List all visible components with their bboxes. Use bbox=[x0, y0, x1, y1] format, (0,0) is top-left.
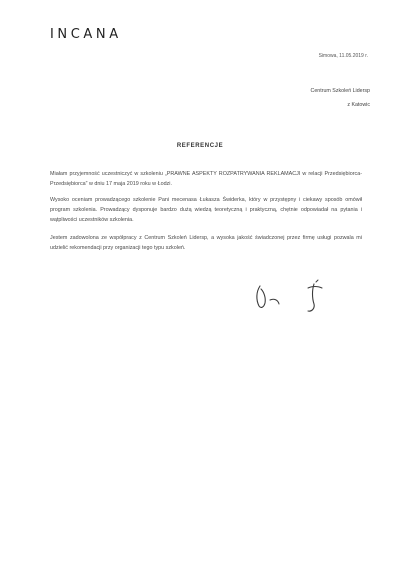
recipient-name: Centrum Szkoleń Lidersp bbox=[310, 88, 370, 94]
body-paragraph: Jestem zadowolona ze współpracy z Centrum Szkoleń Lidersp, a wysoka jakość świadczonej przez firmę usługi pozwala mi udzielić rekomendacji przy organizacji tego typu szkoleń. bbox=[50, 235, 362, 251]
place-and-date: Simowa, 11.05.2019 r. bbox=[318, 53, 368, 59]
recipient-block bbox=[311, 85, 370, 111]
body-paragraph: Wysoko oceniam prowadzącego szkolenie Pani mecenasa Łukasza Świderka, który w przystępny i ciekawy sposób omówił program szkolenia. Prowadzący dysponuje bardzo dużą wiedzą teoretyczną i praktyczną, chętnie odpowiadał na pytania i wątpliwości uczestników szkolenia. bbox=[50, 197, 362, 223]
recipient-city: z Katowic bbox=[347, 102, 370, 108]
body-paragraph: Miałam przyjemność uczestniczyć w szkoleniu „PRAWNE ASPEKTY ROZPATRYWANIA REKLAMACJI w relacji Przedsiębiorca-Przedsiębiorca” w dniu 17 maja 2019 roku w Łodzi. bbox=[50, 171, 362, 187]
handwritten-signature bbox=[248, 276, 338, 321]
document-title: REFERENCJE bbox=[176, 143, 224, 149]
signature-drawing bbox=[248, 276, 338, 316]
company-logo: INCANA bbox=[50, 27, 122, 42]
